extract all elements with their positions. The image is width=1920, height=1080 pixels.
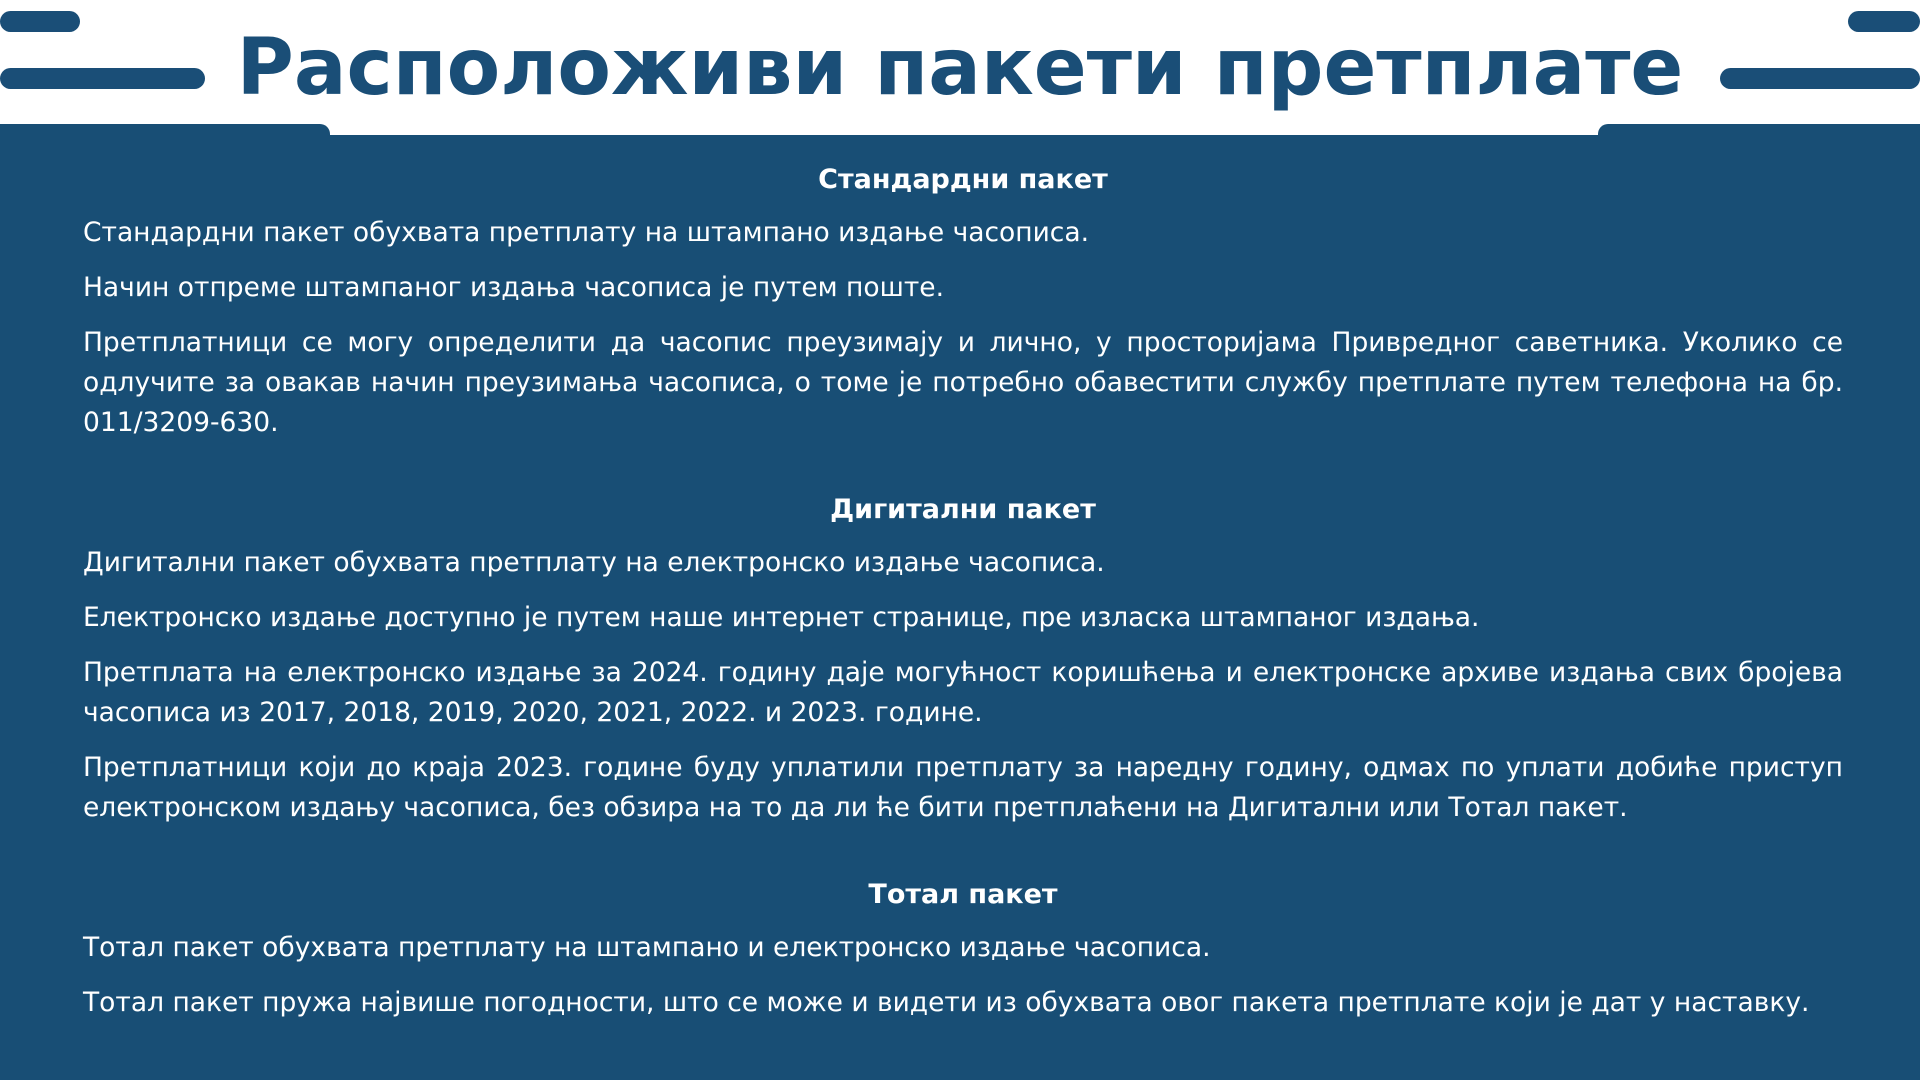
paragraph: Претплата на електронско издање за 2024. годину даје могућност коришћења и електронске архиве издања свих бројева часописа из 2017, 2018, 2019, 2020, 2021, 2022. и 2023. године. [83,657,1843,728]
page-title: Расположиви пакети претплате [236,23,1684,113]
paragraph: Претплатници који до краја 2023. године буду уплатили претплату за наредну годину, одмах по уплати добиће приступ електронском издању часописа, без обзира на то да ли ће бити претплаћени на Дигитални или Тотал пакет. [83,752,1843,823]
paragraph: Начин отпреме штампаног издања часописа је путем поште. [83,272,944,303]
paragraph: Електронско издање доступно је путем наше интернет странице, пре изласка штампаног издања. [83,602,1480,633]
section-total-package [83,870,1843,1023]
section-title: Тотал пакет [868,879,1058,910]
paragraph: Тотал пакет обухвата претплату на штампано и електронско издање часописа. [83,932,1211,963]
paragraph: Претплатници се могу определити да часопис преузимају и лично, у просторијама Привредног саветника. Уколико се одлучите за овакав начин преузимања часописа, о томе је потребно обавестити службу претплате путем телефона на бр. 011/3209-630. [83,327,1843,438]
content [83,155,1843,1065]
section-title: Стандардни пакет [818,164,1108,195]
section-digital-package [83,485,1843,828]
section-standard-package [83,155,1843,443]
paragraph: Стандардни пакет обухвата претплату на штампано издање часописа. [83,217,1090,248]
paragraph: Дигитални пакет обухвата претплату на електронско издање часописа. [83,547,1105,578]
paragraph: Тотал пакет пружа највише погодности, што се може и видети из обухвата овог пакета претплате који је дат у наставку. [83,987,1810,1018]
section-title: Дигитални пакет [830,494,1096,525]
